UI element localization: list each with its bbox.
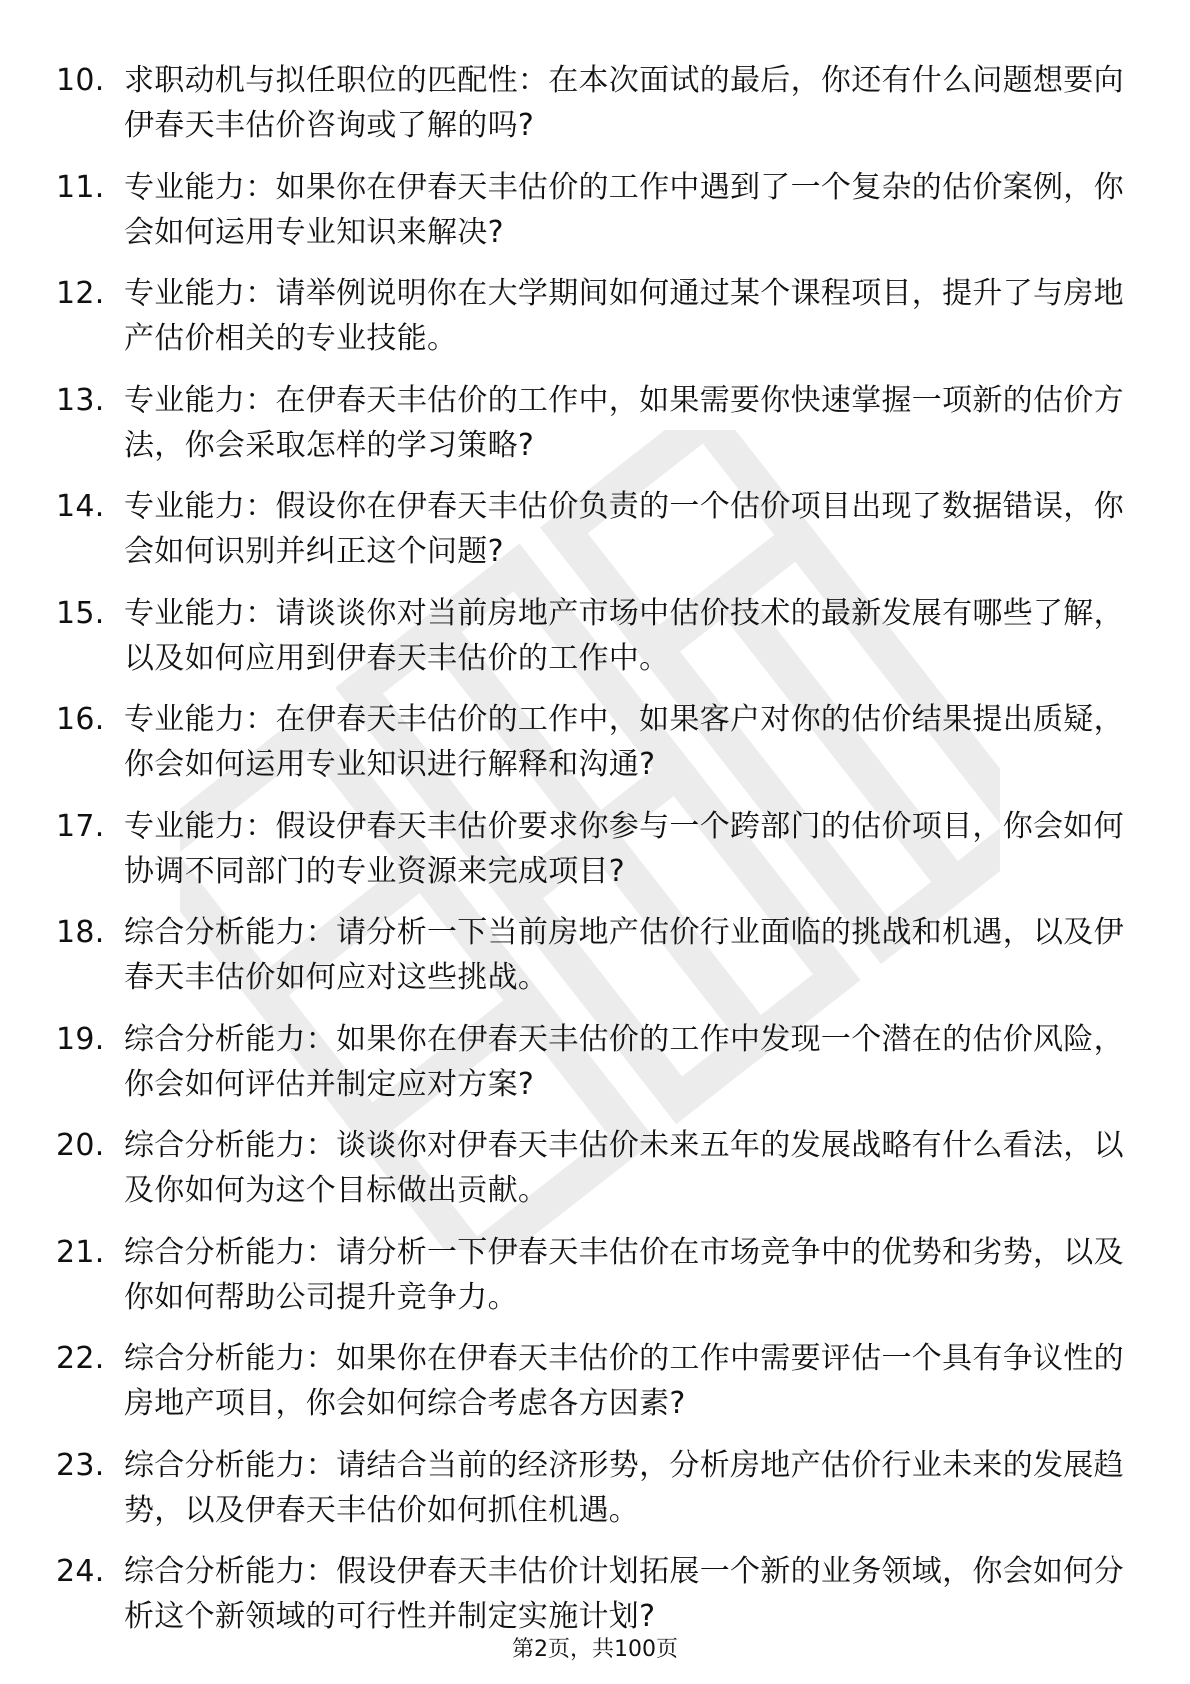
- question-number: 12.: [56, 276, 105, 311]
- question-text: 专业能力：假设伊春天丰估价要求你参与一个跨部门的估价项目，你会如何协调不同部门的专业资源来完成项目?: [124, 808, 1124, 889]
- question-number: 20.: [56, 1128, 105, 1163]
- list-item: [56, 484, 1126, 574]
- list-item: [56, 1230, 1126, 1320]
- list-item: [56, 1443, 1126, 1533]
- list-item: [56, 1123, 1126, 1213]
- question-number: 10.: [56, 63, 105, 98]
- list-item: [56, 910, 1126, 1000]
- list-item: [56, 378, 1126, 468]
- question-text: 综合分析能力：请分析一下当前房地产估价行业面临的挑战和机遇，以及伊春天丰估价如何应对这些挑战。: [124, 915, 1124, 995]
- list-item: [56, 165, 1126, 255]
- question-text: 综合分析能力：如果你在伊春天丰估价的工作中发现一个潜在的估价风险，你会如何评估并制定应对方案?: [124, 1021, 1124, 1102]
- list-item: [56, 1017, 1126, 1107]
- question-text: 专业能力：假设你在伊春天丰估价负责的一个估价项目出现了数据错误，你会如何识别并纠正这个问题?: [124, 489, 1124, 569]
- question-text: 专业能力：如果你在伊春天丰估价的工作中遇到了一个复杂的估价案例，你会如何运用专业知识来解决?: [124, 169, 1124, 250]
- list-item: [56, 58, 1126, 148]
- question-text: 专业能力：在伊春天丰估价的工作中，如果客户对你的估价结果提出质疑，你会如何运用专业知识进行解释和沟通?: [124, 702, 1124, 782]
- question-number: 22.: [56, 1341, 105, 1376]
- question-text: 专业能力：在伊春天丰估价的工作中，如果需要你快速掌握一项新的估价方法，你会采取怎样的学习策略?: [124, 382, 1124, 463]
- list-item: [56, 1549, 1126, 1639]
- question-text: 综合分析能力：请结合当前的经济形势，分析房地产估价行业未来的发展趋势，以及伊春天丰估价如何抓住机遇。: [124, 1447, 1124, 1528]
- question-number: 14.: [56, 489, 105, 524]
- question-text: 综合分析能力：如果你在伊春天丰估价的工作中需要评估一个具有争议性的房地产项目，你会如何综合考虑各方因素?: [124, 1341, 1124, 1421]
- question-text: 专业能力：请举例说明你在大学期间如何通过某个课程项目，提升了与房地产估价相关的专业技能。: [124, 276, 1124, 356]
- question-number: 18.: [56, 915, 105, 950]
- question-number: 13.: [56, 382, 105, 418]
- question-number: 24.: [56, 1554, 105, 1589]
- page-number-footer: 第2页，共100页: [512, 1637, 678, 1662]
- question-number: 15.: [56, 595, 105, 631]
- question-text: 综合分析能力：请分析一下伊春天丰估价在市场竞争中的优势和劣势，以及你如何帮助公司提升竞争力。: [124, 1234, 1124, 1315]
- question-number: 16.: [56, 702, 105, 737]
- question-text: 求职动机与拟任职位的匹配性：在本次面试的最后，你还有什么问题想要向伊春天丰估价咨询或了解的吗?: [124, 63, 1124, 143]
- question-list: [56, 58, 1126, 1656]
- question-number: 11.: [56, 169, 105, 205]
- list-item: [56, 804, 1126, 894]
- list-item: [56, 697, 1126, 787]
- question-number: 21.: [56, 1234, 105, 1270]
- list-item: [56, 1336, 1126, 1426]
- question-text: 专业能力：请谈谈你对当前房地产市场中估价技术的最新发展有哪些了解，以及如何应用到伊春天丰估价的工作中。: [124, 595, 1124, 676]
- question-number: 19.: [56, 1021, 105, 1057]
- question-text: 综合分析能力：假设伊春天丰估价计划拓展一个新的业务领域，你会如何分析这个新领域的可行性并制定实施计划?: [124, 1554, 1124, 1634]
- question-number: 17.: [56, 808, 105, 844]
- list-item: [56, 271, 1126, 361]
- list-item: [56, 591, 1126, 681]
- question-number: 23.: [56, 1447, 105, 1483]
- question-text: 综合分析能力：谈谈你对伊春天丰估价未来五年的发展战略有什么看法，以及你如何为这个目标做出贡献。: [124, 1128, 1124, 1208]
